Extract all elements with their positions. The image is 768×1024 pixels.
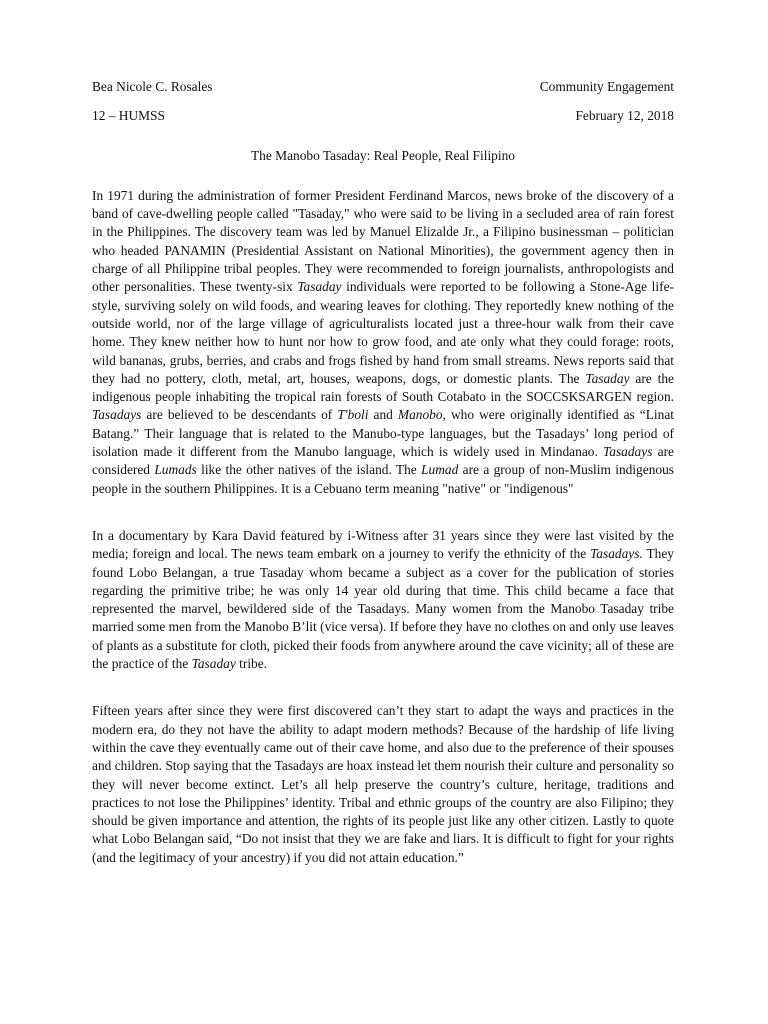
paragraph-1	[92, 187, 674, 498]
document-date: February 12, 2018	[575, 108, 674, 124]
author-name: Bea Nicole C. Rosales	[92, 79, 213, 94]
text-run: In a documentary by Kara David featured by i-Witness after 31 years since they were last visited by the media; foreign and local. The news team embark on a journey to verify the ethnicity of the	[92, 527, 674, 562]
subject-name: Community Engagement	[539, 79, 674, 94]
italic-text-run: Tasadays.	[590, 546, 643, 562]
grade-section: 12 – HUMSS	[92, 108, 165, 124]
paragraph-3	[92, 702, 674, 867]
text-run: , who were originally identified as “Linat Batang.” Their language that is related to the Manubo-type languages, but the Tasadays’ long period of isolation made it different from the Manubo language, which is widely used in Mindanao.	[92, 407, 675, 460]
italic-text-run: Tasadays	[92, 407, 142, 423]
italic-text-run: Tasaday	[585, 370, 630, 386]
italic-text-run: Tasadays	[603, 444, 653, 460]
text-run: are considered	[92, 444, 674, 478]
text-run: They found Lobo Belangan, a true Tasaday whom became a subject as a cover for the publication of stories regarding the primitive tribe; he was only 14 year old during that time. This child became a face that represented the marvel, bewildered side of the Tasadays. Many women from the Manobo Tasaday tribe married some men from the Manobo B’lit (vice versa). If before they have no clothes on and only use leaves of plants as a substitute for cloth, picked their foods from anywhere around the cave vicinity; all of these are the practice of the	[92, 546, 674, 672]
document-title: The Manobo Tasaday: Real People, Real Filipino	[251, 147, 515, 163]
italic-text-run: Manobo	[397, 407, 443, 423]
text-run: are the indigenous people inhabiting the tropical rain forests of South Cotabato in the SOCCSKSARGEN region.	[92, 370, 674, 405]
document-page	[92, 78, 674, 896]
text-run: individuals were reported to be following a Stone-Age life-style, surviving solely on wild foods, and wearing leaves for clothing. They reportedly knew nothing of the outside world, nor of the large village of agriculturalists located just a three-hour walk from their cave home. They knew neither how to hunt nor how to grow food, and ate only what they could forage: roots, wild bananas, grubs, berries, and crabs and frogs fished by hand from small streams. News reports said that they had no pottery, cloth, metal, art, houses, weapons, dogs, or domestic plants. The	[92, 279, 674, 386]
header-row-2	[92, 107, 674, 125]
text-run: tribe.	[235, 656, 268, 672]
text-run: are a group of non-Muslim indigenous people in the southern Philippines. It is a Cebuano term meaning "native" or "indigenous"	[92, 462, 674, 496]
paragraph-2	[92, 527, 674, 673]
italic-text-run: Lumads	[154, 462, 197, 478]
text-run: like the other natives of the island. The	[196, 462, 422, 478]
italic-text-run: T'boli	[337, 407, 369, 423]
text-run: In 1971 during the administration of former President Ferdinand Marcos, news broke of the discovery of a band of cave-dwelling people called "Tasaday," who were said to be living in a secluded area of rain forest in the Philippines. The discovery team was led by Manuel Elizalde Jr., a Filipino businessman – politician who headed PANAMIN (Presidential Assistant on National Minorities), the government agency then in charge of all Philippine tribal peoples. They were recommended to foreign journalists, anthropologists and other personalities. These twenty-six	[92, 187, 674, 295]
text-run: are believed to be descendants of	[141, 407, 338, 423]
italic-text-run: Tasaday	[297, 279, 342, 295]
italic-text-run: Lumad	[421, 462, 459, 478]
text-run: and	[368, 407, 398, 423]
header-row-1	[92, 78, 674, 96]
italic-text-run: Tasaday	[191, 656, 236, 672]
text-run: Fifteen years after since they were first discovered can’t they start to adapt the ways and practices in the modern era, do they not have the ability to adapt modern methods? Because of the hardship of life living within the cave they eventually came out of their cave home, and also due to the preference of their spouses and children. Stop saying that the Tasadays are hoax instead let them nourish their culture and personality so they will never become extinct. Let’s all help preserve the country’s culture, heritage, traditions and practices to not lose the Philippines’ identity. Tribal and ethnic groups of the country are also Filipino; they should be given importance and attention, the rights of its people just like any other citizen. Lastly to quote what Lobo Belangan said, “Do not insist that they we are fake and liars. It is difficult to fight for your rights (and the legitimacy of your ancestry) if you did not attain education.”	[92, 703, 674, 865]
